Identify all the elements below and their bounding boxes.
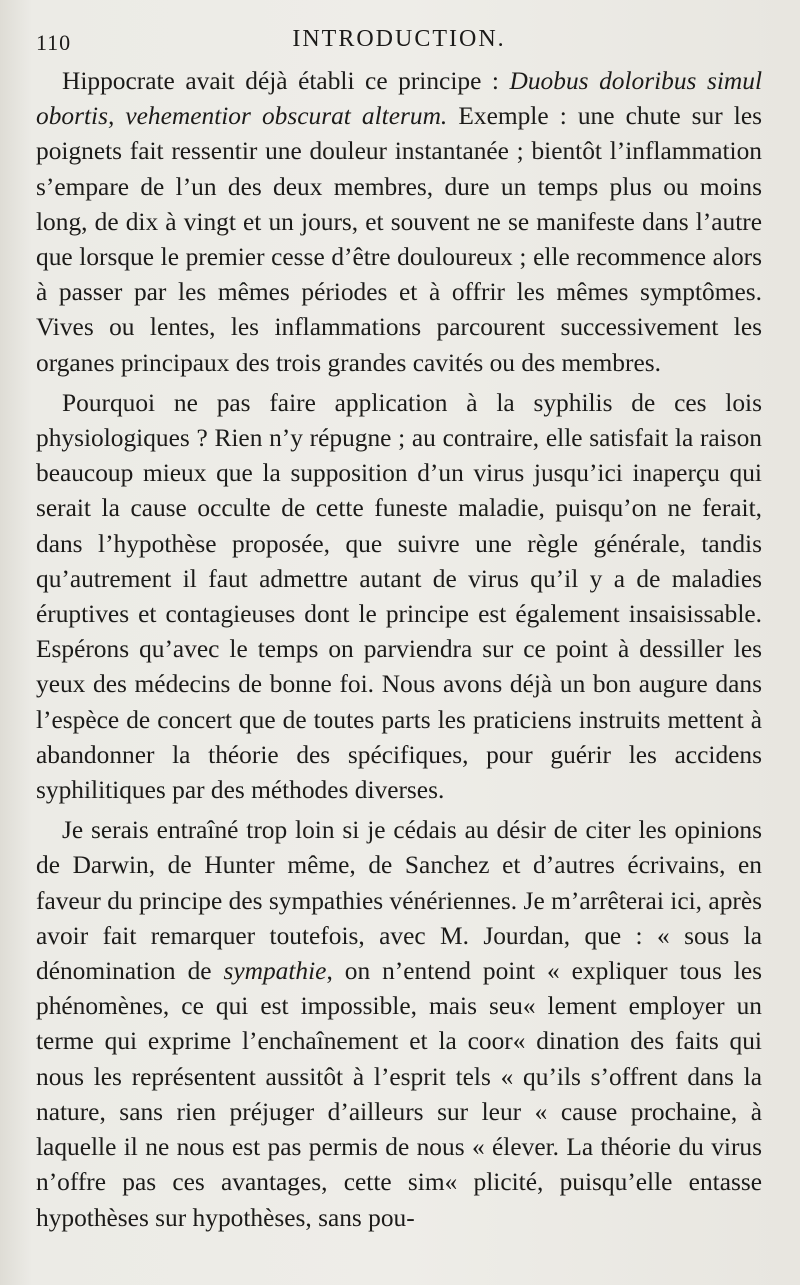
latin-quotation: Duobus doloribus simul obortis, vehementior obscurat alterum. xyxy=(36,67,762,131)
italic-term-sympathie: sympathie xyxy=(223,957,327,986)
paragraph-pourquoi xyxy=(36,386,762,808)
text-segment: Hippocrate avait déjà établi ce principe : xyxy=(62,67,510,95)
page-number: 110 xyxy=(36,30,72,55)
page-header xyxy=(36,22,762,62)
text-segment: Pourquoi ne pas faire application à la syphilis de ces lois physiologiques ? Rien n’y répugne ; au contraire, elle satisfait la raison beaucoup mieux que la supposition d’un virus jusqu’ici inaperçu qui serait la cause occulte de cette funeste maladie, puisqu’on ne ferait, dans l’hypothèse proposée, que suivre une règle générale, tandis qu’autrement il faut admettre autant de virus qu’il y a de maladies éruptives et contagieuses dont le principe est également insaisissable. Espérons qu’avec le temps on parviendra sur ce point à dessiller les yeux des médecins de bonne foi. Nous avons déjà un bon augure dans l’espèce de concert que de toutes parts les praticiens instruits mettent à abandonner la théorie des spécifiques, pour guérir les accidens syphilitiques par des méthodes diverses. xyxy=(36,388,762,805)
paragraph-hippocrate xyxy=(36,64,762,381)
text-segment: Je serais entraîné trop loin si je cédais au désir de citer les opinions de Darwin, de Hunter même, de Sanchez et d’autres écrivains, en faveur du principe des sympathies vénériennes. Je m’arrêterai ici, après avoir fait remarquer toutefois, avec M. Jourdan, que : « sous la dénomination de xyxy=(36,816,762,986)
body-text xyxy=(36,64,762,1236)
quoted-text-segment: , on n’entend point « expliquer tous les phénomènes, ce qui est impossible, mais seu« lement employer un terme qui exprime l’enchaînement et la coor« dination des faits qui nous les représentent aussitôt à l’esprit tels « qu’ils s’offrent dans la nature, sans rien préjuger d’ailleurs sur leur « cause prochaine, à laquelle il ne nous est pas permis de nous « élever. La théorie du virus n’offre pas ces avantages, cette sim« plicité, puisqu’elle entasse hypothèses sur hypothèses, sans pou- xyxy=(36,957,762,1232)
text-segment: Exemple : une chute sur les poignets fait ressentir une douleur instantanée ; bientôt l’inflammation s’empare de l’un des deux membres, dure un temps plus ou moins long, de dix à vingt et un jours, et souvent ne se manifeste dans l’autre que lorsque le premier cesse d’être douloureux ; elle recommence alors à passer par les mêmes périodes et à offrir les mêmes symptômes. Vives ou lentes, les inflammations parcourent successivement les organes principaux des trois grandes cavités ou des membres. xyxy=(36,102,763,377)
paragraph-je-serais xyxy=(36,813,762,1235)
running-title: INTRODUCTION. xyxy=(292,26,506,52)
